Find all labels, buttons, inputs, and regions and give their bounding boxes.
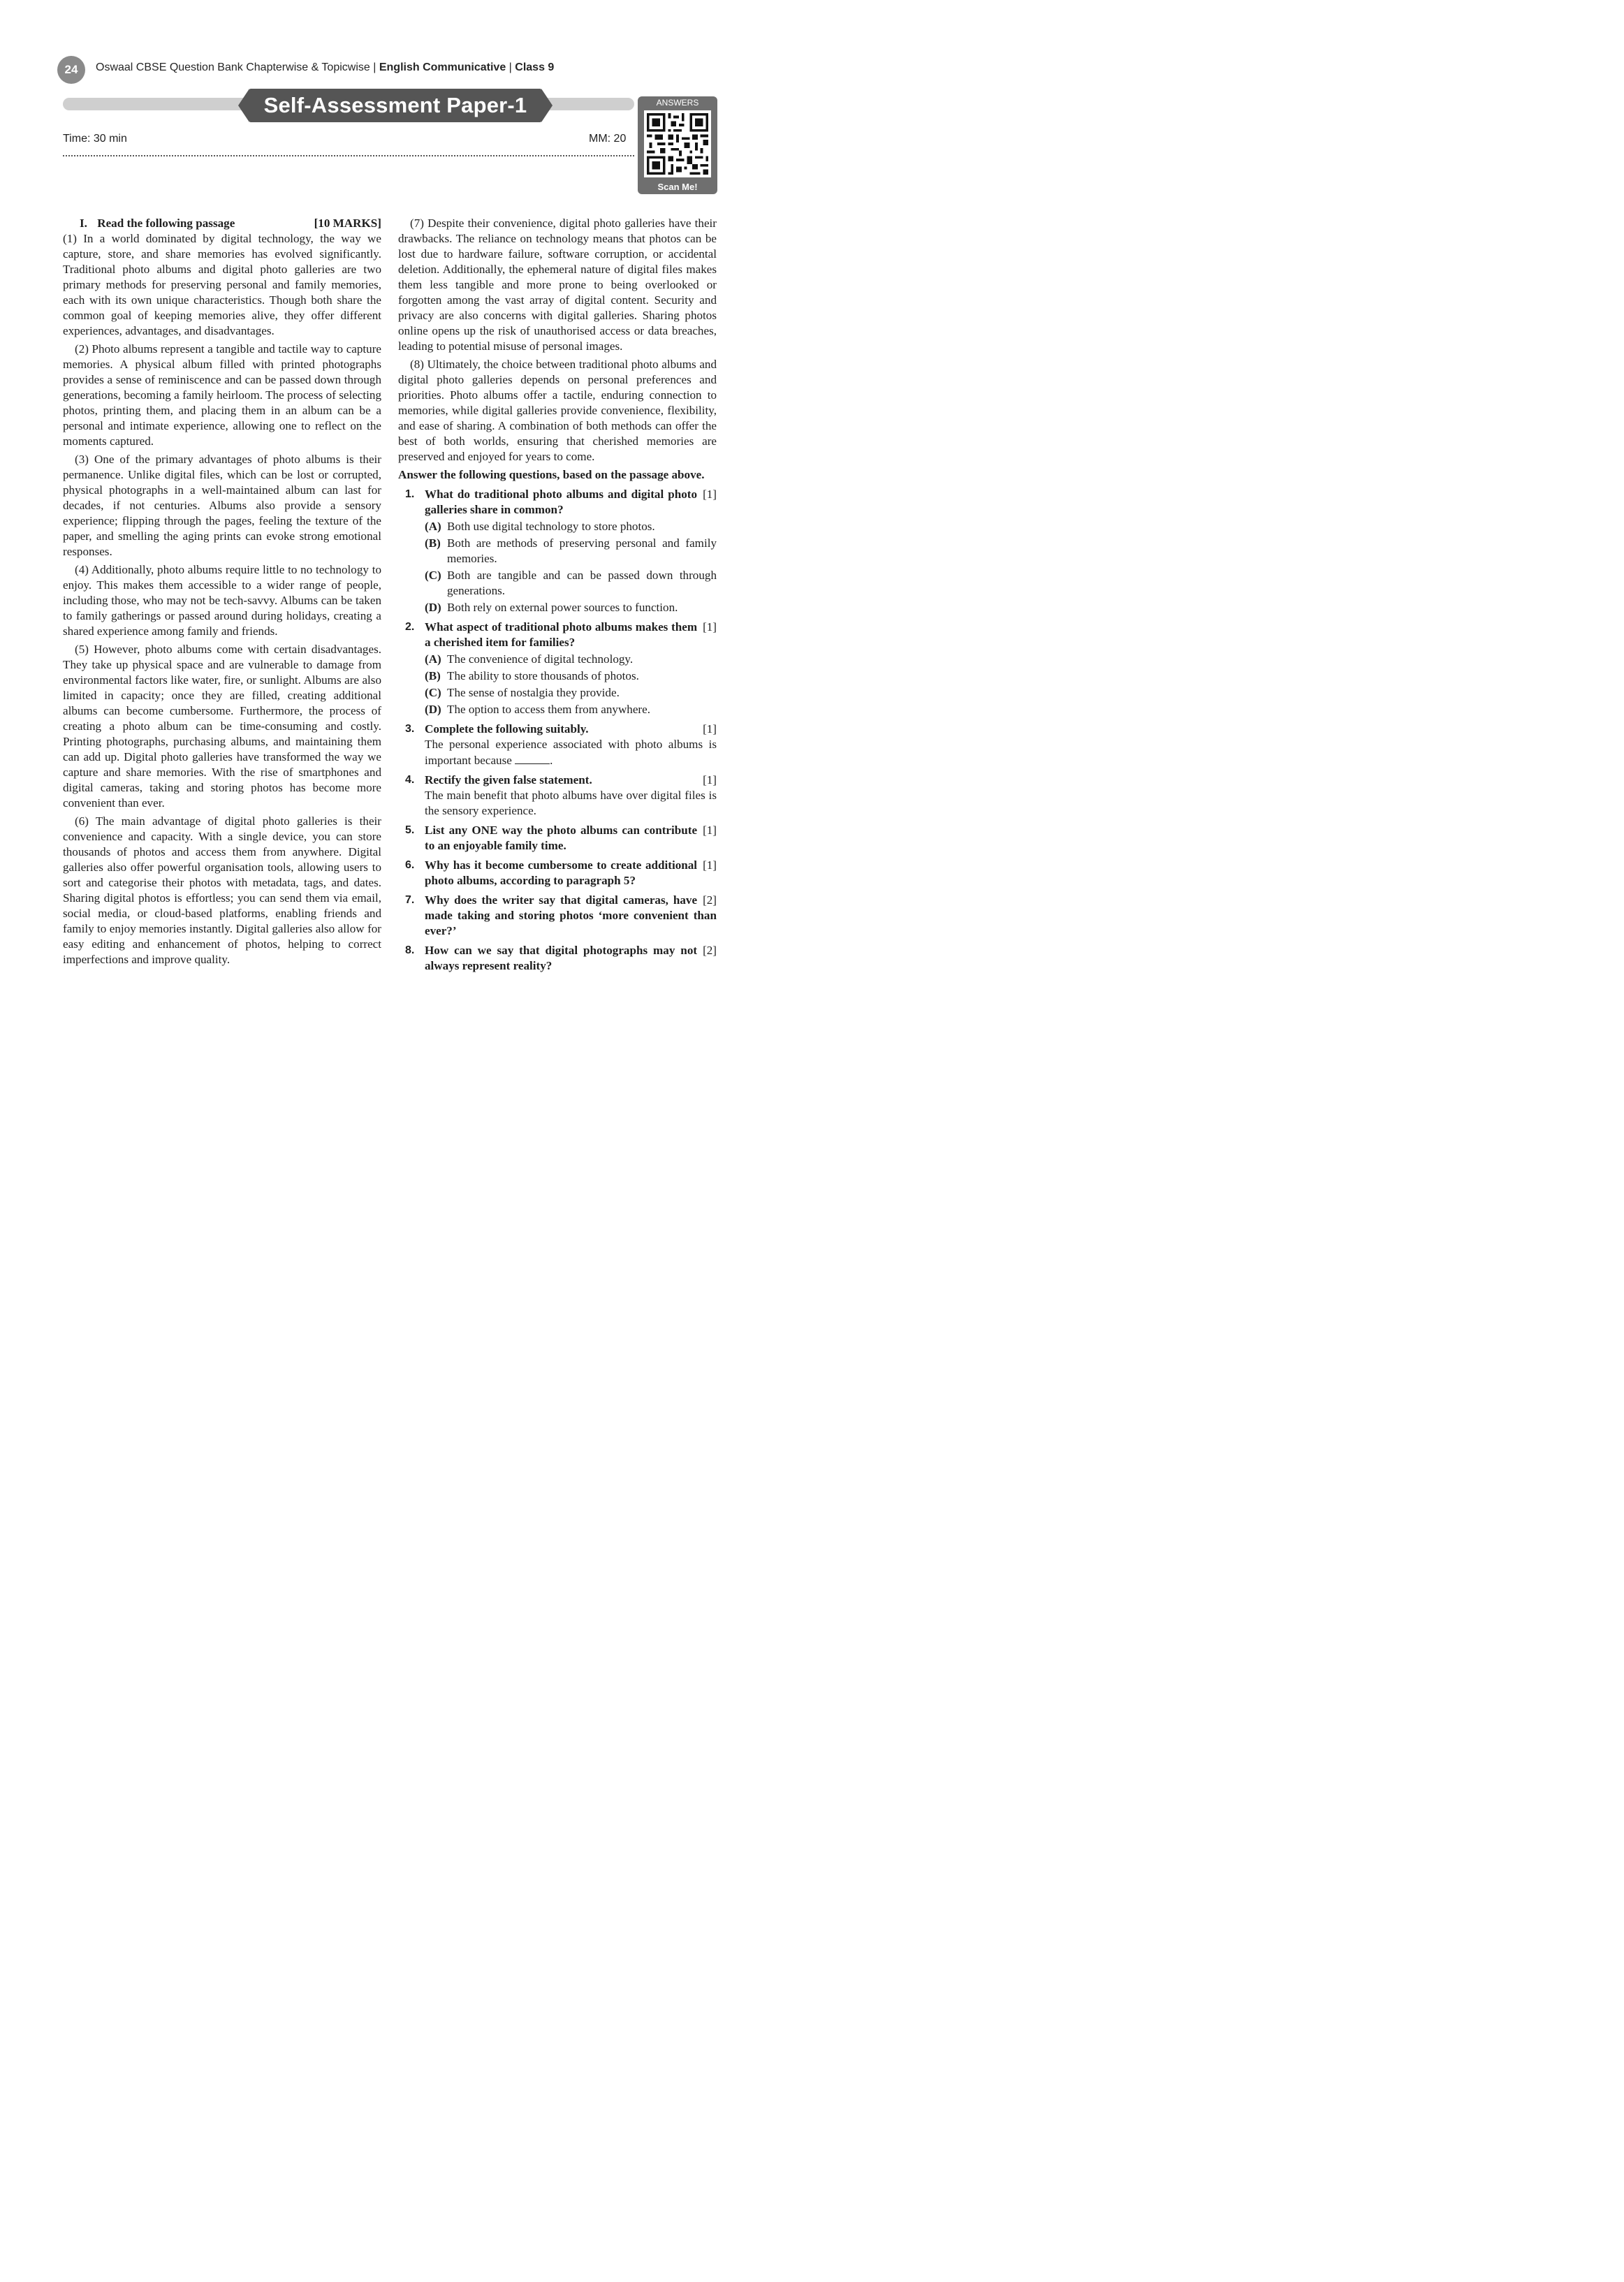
option-key: (C) bbox=[425, 686, 441, 699]
separator: | bbox=[509, 61, 512, 73]
option-c bbox=[425, 685, 717, 701]
question-marks: [1] bbox=[703, 858, 717, 872]
option-text: Both are methods of preserving personal and family memories. bbox=[447, 536, 717, 565]
option-text: The convenience of digital technology. bbox=[447, 652, 634, 666]
question-marks: [2] bbox=[703, 893, 717, 907]
question-marks: [1] bbox=[703, 773, 717, 787]
option-text: Both use digital technology to store photos. bbox=[447, 520, 655, 533]
passage-paragraph-7: (7) Despite their convenience, digital photo galleries have their drawbacks. The reliance on technology means that photos can be lost due to hardware failure, software corruption, or accidental deletion. Additionally, the ephemeral nature of digital files makes them less tangible and more prone to being overlooked or forgotten among the vast array of digital content. Security and privacy are also concerns with digital galleries. Sharing photos online opens up the risk of unauthorised access or data breaches, leading to potential misuse of personal images. bbox=[398, 217, 717, 353]
question-number: 3. bbox=[405, 723, 415, 735]
option-d bbox=[425, 600, 717, 615]
question-body-end: . bbox=[550, 754, 553, 767]
option-key: (A) bbox=[425, 520, 441, 533]
question-1 bbox=[398, 487, 717, 615]
question-marks: [1] bbox=[703, 488, 717, 501]
question-number: 6. bbox=[405, 859, 415, 871]
question-text: What do traditional photo albums and digital photo galleries share in common? bbox=[425, 488, 698, 516]
option-text: Both are tangible and can be passed down through generations. bbox=[447, 569, 717, 597]
question-text: Why does the writer say that digital cameras, have made taking and storing photos ‘more convenient than ever?’ bbox=[425, 893, 717, 937]
option-c bbox=[425, 568, 717, 599]
question-number: 1. bbox=[405, 488, 415, 500]
question-7 bbox=[398, 893, 717, 939]
option-text: The option to access them from anywhere. bbox=[447, 703, 650, 716]
option-key: (B) bbox=[425, 536, 441, 550]
option-text: The sense of nostalgia they provide. bbox=[447, 686, 620, 699]
question-body: The main benefit that photo albums have over digital files is the sensory experience. bbox=[425, 789, 717, 817]
question-text: Complete the following suitably. bbox=[425, 722, 589, 736]
passage-paragraph-4: (4) Additionally, photo albums require little to no technology to enjoy. This makes them accessible to a wider range of people, including those, who may not be tech-savvy. Albums can be taken to family gatherings or passed around during holidays, creating a shared experience among family and friends. bbox=[63, 563, 381, 638]
question-4 bbox=[398, 773, 717, 819]
question-number: 2. bbox=[405, 621, 415, 633]
question-text: What aspect of traditional photo albums makes them a cherished item for families? bbox=[425, 620, 698, 649]
question-text: How can we say that digital photographs may not always represent reality? bbox=[425, 944, 698, 972]
left-column bbox=[63, 216, 381, 970]
option-a bbox=[425, 519, 717, 534]
option-text: The ability to store thousands of photos. bbox=[447, 669, 639, 682]
question-3 bbox=[398, 722, 717, 768]
question-8 bbox=[398, 943, 717, 974]
qr-top-label: ANSWERS bbox=[656, 98, 699, 108]
option-a bbox=[425, 652, 717, 667]
max-marks-label: MM: 20 bbox=[589, 133, 627, 145]
question-marks: [1] bbox=[703, 620, 717, 634]
question-5 bbox=[398, 823, 717, 854]
question-marks: [1] bbox=[703, 722, 717, 736]
qr-code-icon[interactable] bbox=[644, 110, 711, 177]
question-number: 5. bbox=[405, 824, 415, 836]
class-label: Class 9 bbox=[515, 61, 555, 73]
separator: | bbox=[373, 61, 376, 73]
option-key: (A) bbox=[425, 652, 441, 666]
answer-blank bbox=[515, 752, 550, 764]
answers-qr-card[interactable] bbox=[638, 96, 717, 194]
question-number: 8. bbox=[405, 944, 415, 956]
question-body-text: The personal experience associated with photo albums is important because bbox=[425, 738, 717, 767]
option-text: Both rely on external power sources to function. bbox=[447, 601, 678, 614]
option-key: (C) bbox=[425, 569, 441, 582]
page-number: 24 bbox=[57, 56, 85, 84]
time-label: Time: 30 min bbox=[63, 133, 127, 145]
question-number: 7. bbox=[405, 894, 415, 906]
question-6 bbox=[398, 858, 717, 888]
passage-paragraph-3: (3) One of the primary advantages of photo albums is their permanence. Unlike digital files, which can be lost or corrupted, physical photographs in a well-maintained album can last for decades, if not centuries. Albums also provide a sensory experience; flipping through the pages, feeling the texture of the paper, and smelling the aging prints can evoke strong emotional responses. bbox=[63, 453, 381, 558]
option-d bbox=[425, 702, 717, 717]
question-text: List any ONE way the photo albums can contribute to an enjoyable family time. bbox=[425, 824, 698, 852]
passage-paragraph-5: (5) However, photo albums come with certain disadvantages. They take up physical space and are vulnerable to damage from environmental factors like water, fire, or sunlight. Albums are also limited in capacity; once they are filled, creating additional albums can become cumbersome. Furthermore, the process of creating a photo album can be time-consuming and costly. Printing photographs, purchasing albums, and maintaining them can add up. Digital photo galleries have transformed the way we capture and share memories. With the rise of smartphones and digital cameras, taking and storing photos has become more convenient than ever. bbox=[63, 643, 381, 810]
right-column bbox=[398, 216, 717, 978]
passage-paragraph-6: (6) The main advantage of digital photo galleries is their convenience and capacity. With a single device, you can store thousands of photos and access them from anywhere. Digital galleries also offer powerful organisation tools, allowing users to sort and categorise their photos with metadata, tags, and dates. Sharing digital photos is effortless; you can send them via email, social media, or cloud-based platforms, enabling friends and family to enjoy memories instantly. Digital galleries also allow for easy editing and enhancement of photos, helping to correct imperfections and improve quality. bbox=[63, 814, 381, 966]
section-number: I. bbox=[80, 217, 87, 230]
question-number: 4. bbox=[405, 774, 415, 786]
section-marks: [10 MARKS] bbox=[314, 217, 381, 230]
option-key: (B) bbox=[425, 669, 441, 682]
option-key: (D) bbox=[425, 601, 441, 614]
option-b bbox=[425, 668, 717, 684]
question-2 bbox=[398, 620, 717, 717]
questions-instructions: Answer the following questions, based on the passage above. bbox=[398, 468, 705, 481]
passage-paragraph-2: (2) Photo albums represent a tangible and tactile way to capture memories. A physical album filled with printed photographs provides a sense of reminiscence and can be passed down through generations, becoming a family heirloom. The process of selecting photos, printing them, and placing them in an album can be a personal and intimate experience, allowing one to reflect on the moments captured. bbox=[63, 342, 381, 448]
running-head bbox=[96, 61, 554, 74]
passage-paragraph-1: (1) In a world dominated by digital technology, the way we capture, store, and share memories has evolved significantly. Traditional photo albums and digital photo galleries are two primary methods for preserving personal and family memories, each with its own unique characteristics. Though both share the common goal of keeping memories alive, they offer different experiences, advantages, and disadvantages. bbox=[63, 232, 381, 337]
option-b bbox=[425, 536, 717, 566]
question-text: Why has it become cumbersome to create additional photo albums, according to paragraph 5? bbox=[425, 858, 698, 887]
question-marks: [1] bbox=[703, 824, 717, 837]
passage-paragraph-8: (8) Ultimately, the choice between traditional photo albums and digital photo galleries depends on personal preferences and priorities. Photo albums offer a tactile, enduring connection to memories, while digital galleries provide convenience, flexibility, and ease of sharing. A combination of both methods can offer the best of both worlds, ensuring that cherished memories are preserved and enjoyed for years to come. bbox=[398, 358, 717, 463]
section-title: Read the following passage bbox=[97, 217, 235, 230]
option-key: (D) bbox=[425, 703, 441, 716]
dotted-divider bbox=[63, 155, 634, 156]
qr-bottom-label: Scan Me! bbox=[657, 182, 698, 192]
section-heading bbox=[63, 216, 381, 231]
subject-label: English Communicative bbox=[379, 61, 506, 73]
question-text: Rectify the given false statement. bbox=[425, 773, 592, 787]
paper-title: Self-Assessment Paper-1 bbox=[263, 93, 527, 117]
book-title: Oswaal CBSE Question Bank Chapterwise & Topicwise bbox=[96, 61, 370, 73]
question-marks: [2] bbox=[703, 944, 717, 957]
title-banner bbox=[249, 89, 541, 122]
question-body bbox=[425, 737, 717, 768]
